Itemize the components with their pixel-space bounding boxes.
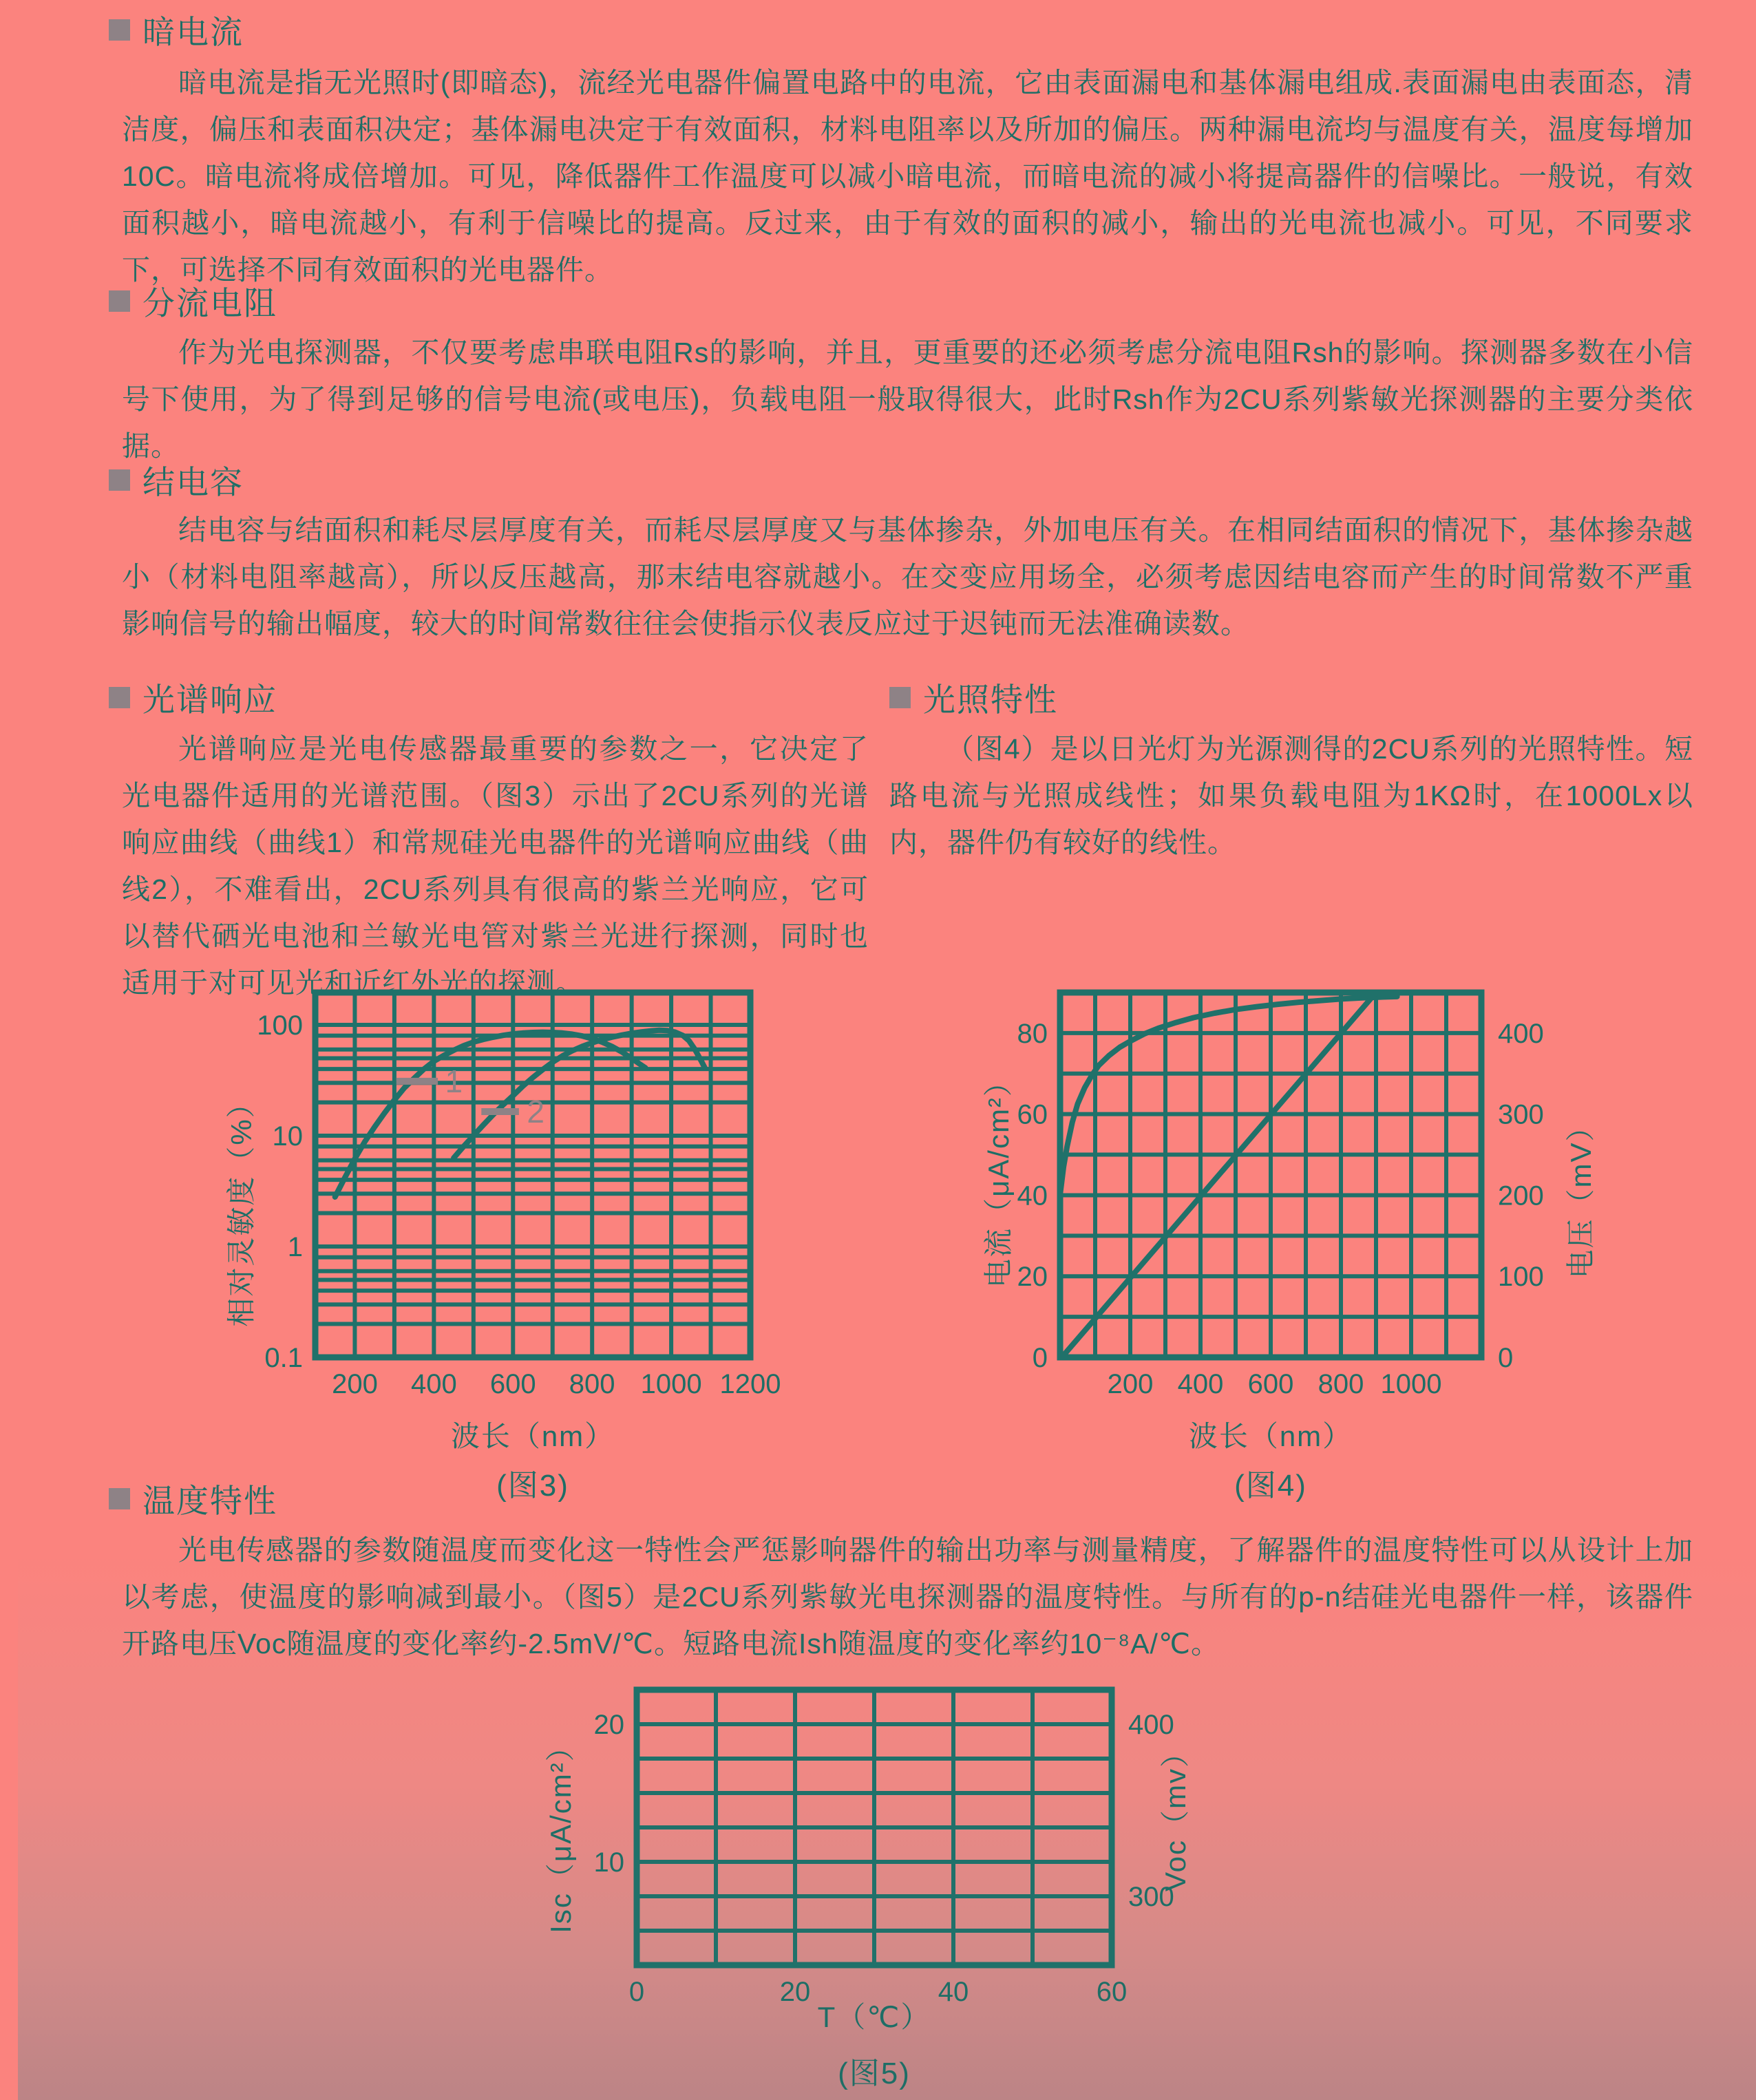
section-temperature-header [109, 1476, 277, 1522]
square-bullet-icon [889, 687, 911, 708]
fig3-y-axis-label: 相对灵敏度（%） [225, 1088, 257, 1327]
illumination-chart [977, 971, 1583, 1445]
section-title: 光照特性 [923, 681, 1058, 718]
spectral-response-paragraph: 光谱响应是光电传感器最重要的参数之一，它决定了光电器件适用的光谱范围。（图3）示出了2CU系列的光谱响应曲线（曲线1）和常规硅光电器件的光谱响应曲线（曲线2），不难看出，2CU系列具有很高的紫兰光响应，它可以替代硒光电池和兰敏光电管对紫兰光进行探测，同时也适用于对可见光和近红外光的探测。 [122, 733, 869, 999]
square-bullet-icon [109, 687, 130, 708]
curve-2 [1062, 993, 1377, 1357]
x-tick-label: 600 [1247, 1369, 1294, 1399]
section-title: 结电容 [142, 464, 244, 500]
y-tick-label: 0.1 [264, 1343, 303, 1373]
y-tick-label: 1 [287, 1232, 303, 1263]
fig5-y-axis-label: Isc（μA/cm²） [544, 1731, 577, 1933]
x-tick-label: 200 [332, 1369, 378, 1399]
y-right-tick-label: 200 [1498, 1180, 1544, 1211]
fig4-right-y-axis-label: 电压（mV） [1565, 1111, 1597, 1279]
x-tick-label: 200 [1107, 1369, 1154, 1399]
section-title: 温度特性 [142, 1483, 277, 1519]
shunt-resistance-paragraph: 作为光电探测器，不仅要考虑串联电阻Rs的影响，并且，更重要的还必须考虑分流电阻Rsh的影响。探测器多数在小信号下使用，为了得到足够的信号电流(或电压)，负载电阻一般取得很大，此时Rsh作为2CU系列紫敏光探测器的主要分类依据。 [122, 337, 1693, 462]
x-tick-label: 0 [628, 1977, 645, 2007]
fig3-caption: (图3) [496, 1469, 569, 1503]
x-tick-label: 800 [1318, 1369, 1364, 1399]
x-tick-label: 800 [569, 1369, 615, 1399]
y-right-tick-label: 400 [1498, 1018, 1544, 1049]
fig5-caption: (图5) [838, 2057, 911, 2090]
fig5-x-axis-label: T（℃） [817, 2001, 931, 2033]
y-tick-label: 80 [1017, 1018, 1048, 1049]
x-tick-label: 1200 [719, 1369, 781, 1399]
square-bullet-icon [109, 290, 130, 312]
junction-capacitance-paragraph: 结电容与结面积和耗尽层厚度有关，而耗尽层厚度又与基体掺杂，外加电压有关。在相同结面积的情况下，基体掺杂越小（材料电阻率越高），所以反压越高，那末结电容就越小。在交变应用场全，必须考虑因结电容而产生的时间常数不严重影响信号的输出幅度，较大的时间常数往往会使指示仪表反应过于迟钝而无法准确读数。 [122, 514, 1693, 639]
x-tick-label: 1000 [1380, 1369, 1442, 1399]
dark-current-paragraph: 暗电流是指无光照时(即暗态)，流经光电器件偏置电路中的电流，它由表面漏电和基体漏电组成.表面漏电由表面态，清洁度，偏压和表面积决定；基体漏电决定于有效面积，材料电阻率以及所加的偏压。两种漏电流均与温度有关，温度每增加10C。暗电流将成倍增加。可见，降低器件工作温度可以减小暗电流，而暗电流的减小将提高器件的信噪比。一般说，有效面积越小，暗电流越小，有利于信噪比的提高。反过来，由于有效的面积的减小，输出的光电流也减小。可见，不同要求下，可选择不同有效面积的光电器件。 [122, 67, 1693, 286]
y-right-tick-label: 300 [1498, 1099, 1544, 1130]
x-tick-label: 60 [1096, 1977, 1128, 2007]
section-illumination-header [889, 675, 1058, 721]
x-tick-label: 1000 [640, 1369, 702, 1399]
y-tick-label: 100 [257, 1010, 303, 1041]
y-right-tick-label: 300 [1128, 1882, 1174, 1912]
x-tick-label: 400 [410, 1369, 457, 1399]
y-right-tick-label: 0 [1498, 1343, 1514, 1373]
y-tick-label: 10 [593, 1847, 624, 1878]
fig4-y-axis-label: 电流（μA/cm²） [982, 1066, 1015, 1288]
fig4-x-axis-label: 波长（nm） [1188, 1420, 1353, 1452]
y-right-tick-label: 400 [1128, 1710, 1174, 1740]
section-junction-capacitance-header [109, 457, 244, 503]
y-tick-label: 0 [1032, 1343, 1048, 1373]
y-tick-label: 40 [1017, 1180, 1048, 1211]
temperature-paragraph: 光电传感器的参数随温度而变化这一特性会严惩影响器件的输出功率与测量精度，了解器件的温度特性可以从设计上加以考虑，使温度的影响减到最小。（图5）是2CU系列紫敏光电探测器的温度特性。与所有的p-n结硅光电器件一样，该器件开路电压Voc随温度的变化率约-2.5mV/℃。短路电流Ish随温度的变化率约10⁻⁸A/℃。 [122, 1534, 1693, 1659]
y-right-tick-label: 100 [1498, 1262, 1544, 1293]
x-tick-label: 40 [938, 1977, 969, 2007]
square-bullet-icon [109, 1488, 130, 1509]
section-title: 暗电流 [142, 14, 244, 50]
y-tick-label: 20 [1017, 1262, 1048, 1293]
legend-label: 1 [445, 1063, 463, 1099]
spectral-response-chart [234, 971, 819, 1445]
temperature-chart [544, 1673, 1218, 2044]
x-tick-label: 400 [1177, 1369, 1224, 1399]
x-tick-label: 600 [489, 1369, 536, 1399]
section-shunt-resistance-header [109, 278, 277, 324]
section-spectral-response-header [109, 675, 277, 721]
legend-label: 2 [527, 1094, 544, 1130]
square-bullet-icon [109, 469, 130, 491]
y-tick-label: 60 [1017, 1099, 1048, 1130]
y-tick-label: 20 [593, 1710, 624, 1740]
section-title: 光谱响应 [142, 681, 277, 718]
y-tick-label: 10 [272, 1121, 303, 1152]
section-title: 分流电阻 [142, 285, 277, 321]
fig3-x-axis-label: 波长（nm） [450, 1420, 615, 1452]
page-edge-strip [0, 0, 18, 2100]
square-bullet-icon [109, 19, 130, 41]
section-dark-current-header [109, 7, 244, 53]
fig4-caption: (图4) [1234, 1469, 1307, 1503]
fig5-right-y-axis-label: Voc（mv） [1159, 1737, 1192, 1892]
x-tick-label: 20 [779, 1977, 811, 2007]
illumination-paragraph: （图4）是以日光灯为光源测得的2CU系列的光照特性。短路电流与光照成线性；如果负载电阻为1KΩ时，在1000Lx以内，器件仍有较好的线性。 [889, 733, 1693, 858]
